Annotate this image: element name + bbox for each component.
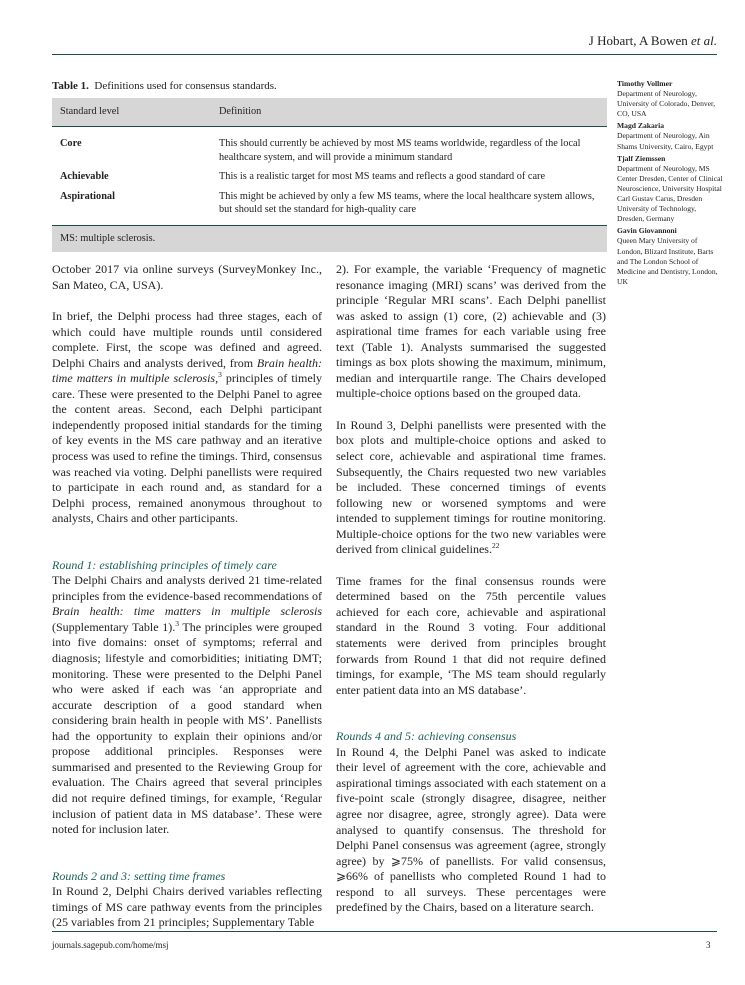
paragraph: Time frames for the final consensus rounds were determined based on the 75th percentile values achieved for each core, achievable and aspirational standard in the Round 3 voting. Four additional statements were derived from principles brought forwards from Round 1 that did not require defined timings, for example, ‘The MS team should regularly enter patient data into an MS database’. — [336, 573, 606, 697]
section-gap — [52, 838, 322, 869]
paragraph-gap — [336, 402, 606, 418]
table-caption — [52, 80, 607, 92]
paragraph — [336, 418, 606, 558]
table-footnote-row — [52, 225, 607, 252]
journal-url: journals.sagepub.com/home/msj — [52, 940, 169, 950]
text-run: principles of timely care. These were presented to the Delphi Panel to agree the content areas. Second, each Delphi participant independently proposed initial standards for the timing of key events in the MS care pathway and an iterative process was used to refine the timings. Third, consensus was reached via voting. Delphi panellists were required to participate in each round and, as standard for a Delphi process, remained anonymous throughout to analysts, Chairs and other participants. — [52, 371, 322, 526]
row-level: Core — [60, 138, 82, 149]
section-heading: Rounds 2 and 3: setting time frames — [52, 868, 226, 883]
section-gap — [336, 698, 606, 729]
author-name: Tjalf Ziemssen — [617, 153, 666, 163]
table-1 — [52, 80, 607, 252]
citation-title: Brain health: time matters in multiple sclerosis — [52, 355, 322, 386]
page-number: 3 — [706, 940, 711, 950]
row-level: Aspirational — [60, 190, 115, 202]
section-heading: Rounds 4 and 5: achieving consensus — [336, 729, 517, 744]
text-run: In Round 3, Delphi panellists were presented with the box plots and multiple-choice options and asked to select core, achievable and aspirational time frames. Subsequently, the Chairs requested two new variables be included. These concerned timings of events following new or worsened symptoms and were intended to supplement timings for routine monitoring. Multiple-choice options for the two new variables were derived from clinical guidelines. — [336, 417, 606, 557]
paragraph: 2). For example, the variable ‘Frequency of magnetic resonance imaging (MRI) scans’ was derived from the principle ‘Regular MRI scans’. Each Delphi panellist was asked to assign (1) core, (2) achievable and (3) aspirational time frames for each variable using free text (Table 1). Analysts summarised the suggested timings as box plots showing the maximum, minimum, median and interquartile range. The Chairs developed multiple-choice options based on the grouped data. — [336, 262, 606, 401]
author-name: Magd Zakaria — [617, 121, 665, 131]
citation-title: Brain health: time matters in multiple sclerosis — [52, 604, 322, 619]
table-header-row — [52, 98, 607, 127]
text-run: The Delphi Chairs and analysts derived 21 time-related principles from the evidence-based recommendations of — [52, 573, 322, 603]
header-definition: Definition — [211, 98, 607, 127]
author-affiliation: Queen Mary University of London, Blizard Institute, Barts and The London School of Medicine and Dentistry, London, UK — [617, 236, 718, 286]
running-head — [589, 33, 717, 49]
header-standard-level: Standard level — [52, 98, 211, 127]
section-gap — [52, 527, 322, 558]
reference-marker: 3 — [175, 618, 179, 628]
section-heading: Round 1: establishing principles of timely care — [52, 557, 277, 572]
text-run: The principles were grouped into five domains: onset of symptoms; referral and diagnosis; lifestyle and comorbidities; initiating DMT; monitoring. These were presented to the Delphi Panel who were asked if each was ‘an appropriate and accurate description of a good standard when considering brain health in people with MS’. Panellists had the opportunity to explain their opinions and/or propose additional principles. Responses were summarised and presented to the Reviewing Group for evaluation. The Chairs agreed that several principles did not require defined timings, for example, ‘Regular inclusion of patient data in MS database’. These were noted for inclusion later. — [52, 619, 322, 837]
footer-rule — [52, 931, 717, 932]
table-row — [52, 168, 607, 188]
author-affiliations — [617, 79, 723, 289]
author-affiliation: Department of Neurology, Ain Shams University, Cairo, Egypt — [617, 131, 714, 151]
paragraph: In Round 2, Delphi Chairs derived variables reflecting timings of MS care pathway events from the principles (25 variables from 21 principles; Supplementary Table — [52, 884, 322, 930]
author-entry — [617, 79, 723, 119]
text-run: (Supplementary Table 1). — [52, 619, 176, 634]
author-affiliation: Department of Neurology, University of Colorado, Denver, CO, USA — [617, 89, 716, 119]
paragraph — [52, 573, 322, 837]
author-affiliation: Department of Neurology, MS Center Dresden, Center of Clinical Neuroscience, University Hospital Carl Gustav Carus, Dresden University of Technology, Dresden, Germany — [617, 163, 723, 224]
row-definition: This should currently be achieved by most MS teams worldwide, regardless of the local healthcare system, and will provide a minimum standard — [219, 138, 581, 163]
paragraph-gap — [336, 558, 606, 574]
author-entry — [617, 226, 723, 287]
running-head-etal: et al. — [691, 33, 717, 48]
table-caption-text: Definitions used for consensus standards. — [94, 80, 277, 92]
paragraph: In brief, the Delphi process had three stages, each of which could have multiple rounds until considered complete. First, the scope was defined and agreed. Delphi Chairs and analysts derived, from Brain health: time matters in multiple sclerosis,$^3$ principles of timely care. These were presented to the Delphi Panel to agree the content areas. Second, each Delphi participant independently proposed initial standards for the timing of key events in the MS care pathway and an iterative process was used to refine the timings. Third, consensus was reached via voting. Delphi panellists were required to participate in each round and, as standard for a Delphi process, remained anonymous throughout to analysts, Chairs and other participants. — [52, 309, 322, 526]
reference-marker: 22 — [491, 541, 500, 551]
definitions-table — [52, 98, 607, 252]
reference-marker: 3 — [218, 370, 222, 380]
author-entry — [617, 154, 723, 225]
paragraph: In Round 4, the Delphi Panel was asked to indicate their level of agreement with the core, achievable and aspirational timings associated with each statement on a five-point scale (strongly disagree, disagree, neither agree nor disagree, agree, strongly agree). Data were analysed to quantify consensus. The threshold for Delphi Panel consensus was agreement (agree, strongly agree) by ⩾75% of panellists. For valid consensus, ⩾66% of panellists who completed Round 1 had to respond to all surveys. These percentages were predefined by the Chairs, based on a literature search. — [336, 744, 606, 915]
table-caption-label: Table 1. — [52, 80, 89, 92]
author-name: Gavin Giovannoni — [617, 226, 677, 236]
table-row — [52, 188, 607, 226]
table-row — [52, 127, 607, 169]
row-level: Achievable — [60, 171, 109, 182]
row-definition: This is a realistic target for most MS teams and reflects a good standard of care — [219, 171, 546, 182]
running-head-authors: J Hobart, A Bowen — [588, 33, 691, 48]
paragraph-gap — [52, 293, 322, 309]
body-column-left — [52, 262, 322, 931]
header-rule — [52, 54, 717, 55]
author-entry — [617, 121, 723, 151]
body-column-right — [336, 262, 606, 916]
text-run: In brief, the Delphi process had three stages, each of which could have multiple rounds until considered complete. First, the scope was defined and agreed. Delphi Chairs and analysts derived, from — [52, 309, 322, 370]
paragraph: October 2017 via online surveys (SurveyMonkey Inc., San Mateo, CA, USA). — [52, 262, 322, 292]
author-name: Timothy Vollmer — [617, 79, 673, 88]
table-footnote: MS: multiple sclerosis. — [52, 225, 607, 252]
row-definition: This might be achieved by only a few MS teams, where the local healthcare system allows, but should set the standard for high-quality care — [219, 190, 595, 215]
